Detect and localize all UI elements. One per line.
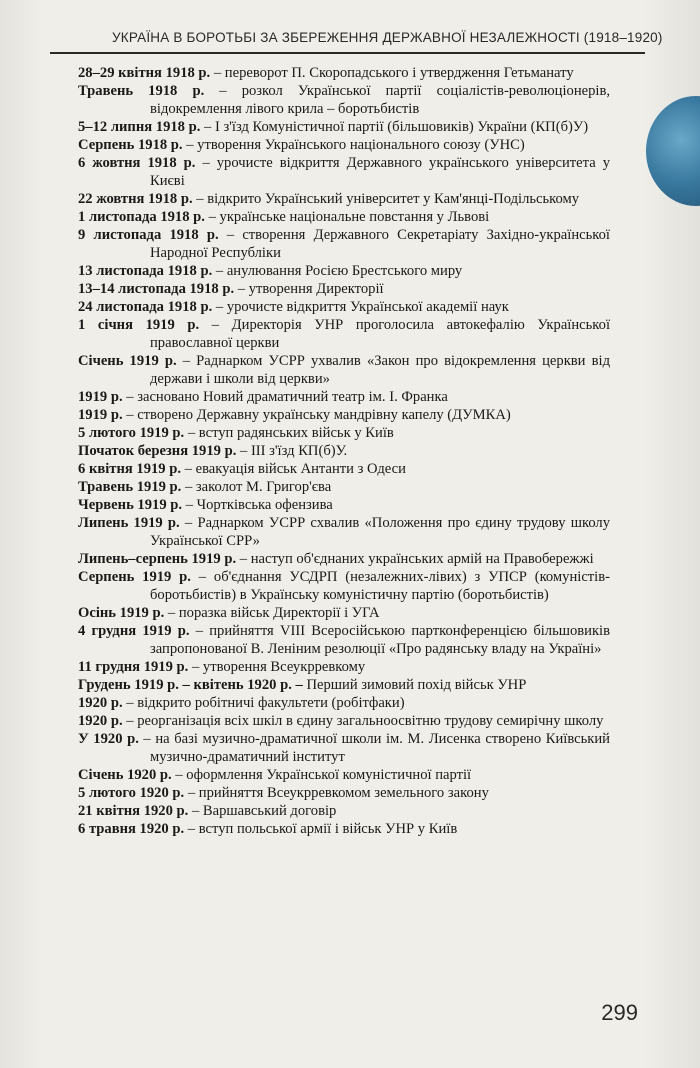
chronology-entry bbox=[78, 550, 610, 568]
chronology-entry bbox=[78, 118, 610, 136]
chronology-entry bbox=[78, 676, 610, 694]
entry-date: 1 листопада 1918 р. bbox=[78, 209, 205, 225]
entry-date: Серпень 1919 р. bbox=[78, 569, 191, 585]
entry-text: Перший зимовий похід військ УНР bbox=[302, 677, 527, 693]
entry-date: 9 листопада 1918 р. bbox=[78, 227, 219, 243]
entry-text: – засновано Новий драматичний театр ім. І. Франка bbox=[122, 389, 448, 405]
entry-date: 13 листопада 1918 р. bbox=[78, 263, 213, 279]
entry-date: Травень 1919 р. bbox=[78, 479, 182, 495]
entry-date: Січень 1919 р. bbox=[78, 353, 177, 369]
entry-text: – Директорія УНР проголосила автокефалію Української православної церкви bbox=[150, 317, 610, 351]
entry-date: 21 квітня 1920 р. bbox=[78, 803, 189, 819]
chronology-entry bbox=[78, 280, 610, 298]
chronology-entry bbox=[78, 730, 610, 766]
entry-date: 1920 р. bbox=[78, 695, 123, 711]
chronology-entry bbox=[78, 568, 610, 604]
entry-date: 6 жовтня 1918 р. bbox=[78, 155, 196, 171]
entry-date: 6 травня 1920 р. bbox=[78, 821, 185, 837]
chronology-entry bbox=[78, 784, 610, 802]
chronology-entry bbox=[78, 514, 610, 550]
chronology-entry bbox=[78, 154, 610, 190]
chronology-entry bbox=[78, 262, 610, 280]
entry-date: У 1920 р. bbox=[78, 731, 139, 747]
entry-text: – III з'їзд КП(б)У. bbox=[236, 443, 348, 459]
chronology-entry bbox=[78, 478, 610, 496]
entry-date: 5 лютого 1920 р. bbox=[78, 785, 185, 801]
chronology-entry bbox=[78, 316, 610, 352]
chronology-entry bbox=[78, 352, 610, 388]
chronology-entry bbox=[78, 190, 610, 208]
entry-text: – переворот П. Скоропадського і утвердження Гетьманату bbox=[210, 65, 574, 81]
entry-text: – І з'їзд Комуністичної партії (більшовиків) України (КП(б)У) bbox=[200, 119, 589, 135]
entry-date: Липень 1919 р. bbox=[78, 515, 180, 531]
chronology-entry bbox=[78, 226, 610, 262]
chronology-entry bbox=[78, 424, 610, 442]
entry-text: – утворення Всеукрревкому bbox=[188, 659, 366, 675]
entry-date: Осінь 1919 р. bbox=[78, 605, 165, 621]
entry-text: – на базі музично-драматичної школи ім. М. Лисенка створено Київський музично-драматичний інститут bbox=[138, 731, 610, 765]
entry-text: – створення Державного Секретаріату Західно-української Народної Республіки bbox=[150, 227, 610, 261]
entry-text: – реорганізація всіх шкіл в єдину загальноосвітню трудову семирічну школу bbox=[122, 713, 604, 729]
entry-date: 1 січня 1919 р. bbox=[78, 317, 200, 333]
chronology-entry bbox=[78, 658, 610, 676]
entry-date: 6 квітня 1919 р. bbox=[78, 461, 182, 477]
chronology-entry bbox=[78, 766, 610, 784]
chronology-entry bbox=[78, 208, 610, 226]
entry-date: 13–14 листопада 1918 р. bbox=[78, 281, 235, 297]
chronology-entry bbox=[78, 136, 610, 154]
entry-text: – Раднарком УСРР ухвалив «Закон про відокремлення церкви від держави і школи від церкви» bbox=[150, 353, 610, 387]
entry-text: – наступ об'єднаних українських армій на Правобережжі bbox=[236, 551, 594, 567]
chronology-entry bbox=[78, 712, 610, 730]
entry-text: – вступ радянських військ у Київ bbox=[184, 425, 394, 441]
chronology-entry bbox=[78, 802, 610, 820]
header-rule bbox=[50, 52, 645, 54]
entry-text: – відкрито Український університет у Кам'янці-Подільському bbox=[192, 191, 580, 207]
entry-date: Серпень 1918 р. bbox=[78, 137, 183, 153]
entry-date: 4 грудня 1919 р. bbox=[78, 623, 190, 639]
entry-date: 24 листопада 1918 р. bbox=[78, 299, 213, 315]
entry-date: Липень–серпень 1919 р. bbox=[78, 551, 237, 567]
entry-text: – відкрито робітничі факультети (робітфаки) bbox=[122, 695, 405, 711]
chronology-entry bbox=[78, 622, 610, 658]
entry-text: – Чортківська офензива bbox=[182, 497, 333, 513]
entry-text: – урочисте відкриття Української академії наук bbox=[212, 299, 509, 315]
entry-text: – об'єднання УСДРП (незалежних-лівих) з УПСР (комуністів-боротьбистів) в Українську комуністичну партію (боротьбистів) bbox=[150, 569, 610, 603]
chronology-entry bbox=[78, 82, 610, 118]
chronology-entry bbox=[78, 442, 610, 460]
entry-text: – урочисте відкриття Державного українського університета у Києві bbox=[150, 155, 610, 189]
page-number: 299 bbox=[601, 1000, 638, 1025]
entry-date: Грудень 1919 р. – квітень 1920 р. – bbox=[78, 677, 303, 693]
entry-text: – розкол Української партії соціалістів-революціонерів, відокремлення лівого крила – боротьбистів bbox=[150, 83, 610, 117]
entry-date: 5–12 липня 1918 р. bbox=[78, 119, 201, 135]
running-header: УКРАЇНА В БОРОТЬБІ ЗА ЗБЕРЕЖЕННЯ ДЕРЖАВНОЇ НЕЗАЛЕЖНОСТІ (1918–1920) bbox=[112, 30, 663, 45]
entry-date: 28–29 квітня 1918 р. bbox=[78, 65, 211, 81]
entry-text: – українське національне повстання у Львові bbox=[204, 209, 490, 225]
entry-date: Початок березня 1919 р. bbox=[78, 443, 237, 459]
entry-text: – евакуація військ Антанти з Одеси bbox=[181, 461, 406, 477]
entry-text: – вступ польської армії і військ УНР у Київ bbox=[184, 821, 458, 837]
chronology-entry bbox=[78, 298, 610, 316]
entry-date: 1919 р. bbox=[78, 407, 123, 423]
entry-date: 11 грудня 1919 р. bbox=[78, 659, 189, 675]
entry-date: 5 лютого 1919 р. bbox=[78, 425, 185, 441]
entry-text: – прийняття VIII Всеросійською партконференцією більшовиків запропонованої В. Леніним резолюції «Про радянську владу на Україні» bbox=[150, 623, 611, 657]
entry-text: – прийняття Всеукрревкомом земельного закону bbox=[184, 785, 489, 801]
entry-text: – Раднарком УСРР схвалив «Положення про єдину трудову школу Української СРР» bbox=[150, 515, 610, 549]
entry-text: – утворення Директорії bbox=[234, 281, 384, 297]
chronology-entry bbox=[78, 694, 610, 712]
entry-text: – Варшавський договір bbox=[188, 803, 337, 819]
entry-date: 1919 р. bbox=[78, 389, 123, 405]
chronology-entry bbox=[78, 820, 610, 838]
entry-text: – поразка військ Директорії і УГА bbox=[164, 605, 380, 621]
entry-text: – утворення Українського національного союзу (УНС) bbox=[182, 137, 525, 153]
entry-date: Січень 1920 р. bbox=[78, 767, 172, 783]
chronology-entry bbox=[78, 64, 610, 82]
entry-text: – анулювання Росією Брестського миру bbox=[212, 263, 463, 279]
chronology-list bbox=[78, 64, 610, 838]
chronology-entry bbox=[78, 388, 610, 406]
entry-date: 1920 р. bbox=[78, 713, 123, 729]
chronology-entry bbox=[78, 604, 610, 622]
chronology-entry bbox=[78, 496, 610, 514]
entry-text: – створено Державну українську мандрівну капелу (ДУМКА) bbox=[122, 407, 511, 423]
entry-text: – заколот М. Григор'єва bbox=[181, 479, 332, 495]
entry-date: 22 жовтня 1918 р. bbox=[78, 191, 193, 207]
entry-date: Травень 1918 р. bbox=[78, 83, 205, 99]
entry-date: Червень 1919 р. bbox=[78, 497, 183, 513]
chronology-entry bbox=[78, 406, 610, 424]
entry-text: – оформлення Української комуністичної партії bbox=[171, 767, 472, 783]
chronology-entry bbox=[78, 460, 610, 478]
